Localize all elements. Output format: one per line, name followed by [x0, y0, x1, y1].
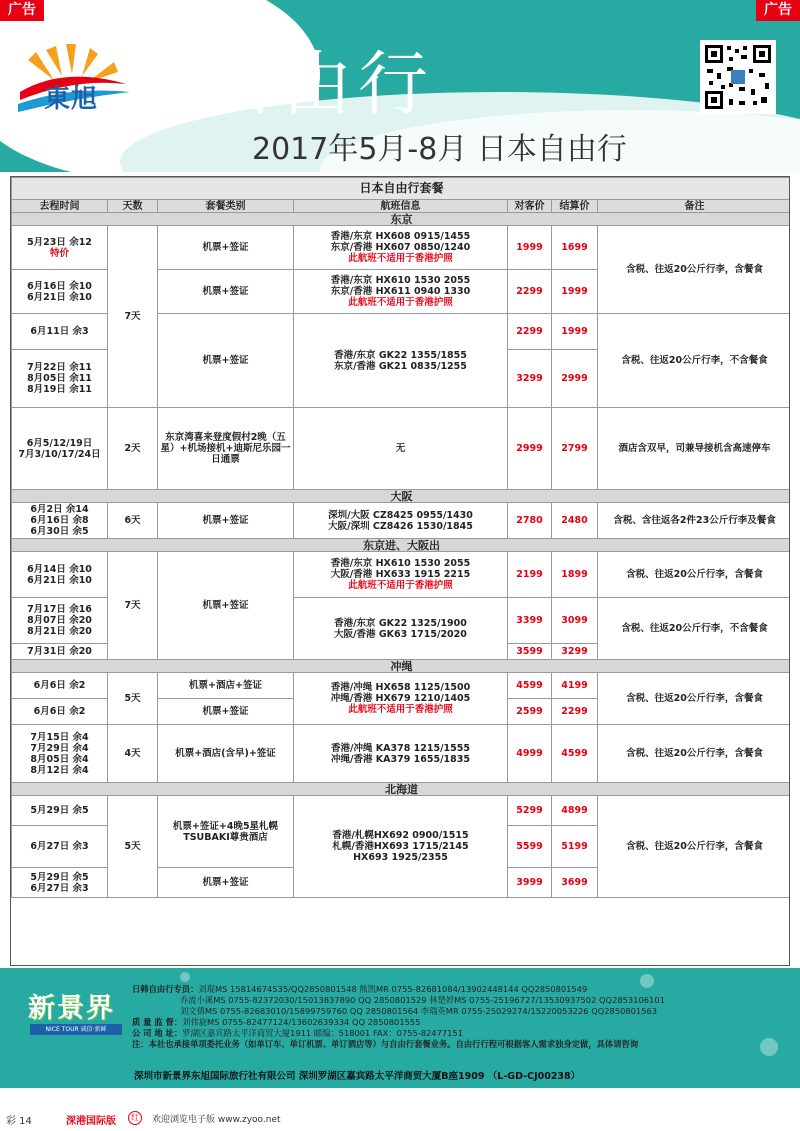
package-type: 机票+酒店(含早)+签证: [158, 725, 294, 783]
column-header: 对客价: [508, 200, 552, 213]
flight-info: 大阪/香港 GK63 1715/2020: [334, 628, 467, 640]
settlement-price: 5199: [552, 826, 598, 868]
flight-info: 东京/香港 HX607 0850/1240: [330, 242, 471, 253]
section-header-tokyo: 东京: [12, 213, 791, 226]
bubble-decoration: [180, 972, 190, 982]
settlement-price: 4899: [552, 796, 598, 826]
departure-date: 6月16日 余10: [27, 280, 92, 292]
section-header-okinawa: 冲绳: [12, 660, 791, 673]
flight-info: 深圳/大阪 CZ8425 0955/1430: [328, 509, 473, 521]
departure-date: 7月31日 余20: [12, 644, 108, 660]
page-title: 自由行: [206, 43, 434, 125]
package-type: 机票+签证: [158, 868, 294, 898]
column-header: 去程时间: [12, 200, 108, 213]
settlement-price: 1999: [552, 314, 598, 350]
customer-price: 3299: [508, 350, 552, 408]
settlement-price: 1699: [552, 226, 598, 270]
departure-date: 6月16日 余8: [30, 515, 89, 526]
departure-date: 7月29日 余4: [30, 742, 89, 754]
customer-price: 2999: [508, 408, 552, 490]
flight-info: 东京/香港 HX611 0940 1330: [330, 286, 471, 297]
column-header: 结算价: [552, 200, 598, 213]
settlement-price: 3099: [552, 598, 598, 644]
settlement-price: 4199: [552, 673, 598, 699]
table-row: [12, 503, 791, 539]
customer-price: 5599: [508, 826, 552, 868]
remarks: 含税、往返20公斤行李，含餐食: [598, 725, 791, 783]
package-type: 机票+签证: [158, 314, 294, 408]
departure-date: 6月2日 余14: [30, 504, 89, 515]
column-header: 航班信息: [294, 200, 508, 213]
customer-price: 2299: [508, 314, 552, 350]
remarks: 含税、往返20公斤行李，不含餐食: [598, 314, 791, 408]
contact-label: 日韩自由行专员：: [132, 984, 199, 994]
footer-note: 注：本社也承接单项委托业务（如单订车、单订机票、单订酒店等）与自由行套餐业务。自由行行程可根据客人需求独身定做，具体请咨询: [132, 1039, 639, 1049]
trip-days: 5天: [108, 796, 158, 898]
customer-price: 4999: [508, 725, 552, 783]
column-header: 套餐类别: [158, 200, 294, 213]
departure-date: 8月21日 余20: [27, 626, 92, 637]
package-type: 机票+签证: [158, 503, 294, 539]
package-type: 机票+酒店+签证: [158, 673, 294, 699]
table-row: [12, 796, 791, 826]
customer-price: 4599: [508, 673, 552, 699]
page-footer-strip: [0, 1108, 800, 1131]
settlement-price: 3299: [552, 644, 598, 660]
contact-line: 刘琨MS 15814674535/QQ2850801548 熊凯MR 0755-82681084/13902448144 QQ2850801549: [198, 984, 588, 994]
customer-price: 2599: [508, 699, 552, 725]
remarks: 含税、往返20公斤行李，含餐食: [598, 673, 791, 725]
passport-warning: 此航班不适用于香港护照: [348, 297, 453, 308]
flight-info: 香港/东京 GK22 1355/1855: [334, 349, 467, 361]
table-title: 日本自由行套餐: [12, 178, 791, 200]
contact-line: 乔流小溪MS 0755-82372030/15013837890 QQ 2850801529 林楚婷MS 0755-25196727/13530937502 QQ2853106101: [180, 995, 665, 1005]
departure-date: 8月05日 余11: [27, 373, 92, 384]
settlement-price: 4599: [552, 725, 598, 783]
flight-info: 香港/东京 HX610 1530 2055: [330, 275, 471, 286]
column-header: 天数: [108, 200, 158, 213]
customer-price: 5299: [508, 796, 552, 826]
departure-date: 5月29日 余5: [30, 871, 89, 883]
departure-date: 7月22日 余11: [27, 362, 92, 373]
contact-line: 刘伟旋MS 0755-82477124/13602639334 QQ 2850801555: [182, 1017, 421, 1027]
settlement-price: 2299: [552, 699, 598, 725]
footer-brand-tagline: NICE TOUR 诚信·新鲜: [30, 1024, 122, 1035]
qr-code-icon: [700, 40, 776, 114]
customer-price: 3399: [508, 598, 552, 644]
passport-warning: 此航班不适用于香港护照: [348, 253, 453, 264]
flight-info: 东京/香港 GK21 0835/1255: [334, 360, 467, 372]
flight-info: 香港/札幌HX692 0900/1515: [332, 830, 469, 841]
remarks: 含税、含往返各2件23公斤行李及餐食: [598, 503, 791, 539]
customer-price: 1999: [508, 226, 552, 270]
departure-date: 5月29日 余5: [12, 796, 108, 826]
flight-info: 大阪/深圳 CZ8426 1530/1845: [328, 520, 473, 532]
departure-date: 6月6日 余2: [12, 673, 108, 699]
package-type: 机票+签证: [158, 699, 294, 725]
brand-name: 東旭: [44, 84, 99, 114]
package-type: 机票+签证+4晚5星札幌TSUBAKI尊贵酒店: [158, 796, 294, 868]
departure-date: 8月05日 余4: [30, 753, 89, 765]
departure-date: 7月17日 余16: [27, 604, 92, 615]
departure-date: 7月15日 余4: [30, 731, 89, 743]
departure-date: 5月23日 余12: [27, 236, 92, 248]
page-subtitle: 2017年5月-8月 日本自由行: [252, 132, 627, 167]
company-info: 深圳市新景界东旭国际旅行社有限公司 深圳罗湖区嘉宾路太平洋商贸大厦B座1909 （L-GD-CJ00238）: [134, 1071, 581, 1082]
ad-label-left: 广告: [0, 0, 44, 21]
section-header-tokyo-osaka: 东京进、大阪出: [12, 539, 791, 552]
departure-date: 8月07日 余20: [27, 615, 92, 626]
remarks: 含税、往返20公斤行李，含餐食: [598, 226, 791, 314]
departure-date: 6月5/12/19日: [26, 437, 93, 449]
footer-brand-logo: 新景界: [28, 993, 115, 1024]
package-type: 机票+签证: [158, 552, 294, 660]
trip-days: 2天: [108, 408, 158, 490]
package-type: 机票+签证: [158, 270, 294, 314]
departure-date: 7月3/10/17/24日: [18, 448, 101, 460]
flight-info: 香港/冲绳 KA378 1215/1555: [331, 742, 470, 754]
departure-date: 6月30日 余5: [30, 526, 89, 537]
table-row: [12, 408, 791, 490]
header-banner: [0, 0, 800, 172]
departure-date: 6月6日 余2: [12, 699, 108, 725]
edition-label: 深港国际版: [66, 1116, 116, 1127]
customer-price: 3599: [508, 644, 552, 660]
package-type: 机票+签证: [158, 226, 294, 270]
customer-price: 2780: [508, 503, 552, 539]
departure-date: 6月27日 余3: [12, 826, 108, 868]
remarks: 含税、往返20公斤行李，含餐食: [598, 552, 791, 598]
settlement-price: 3699: [552, 868, 598, 898]
passport-warning: 此航班不适用于香港护照: [348, 580, 453, 591]
contact-line: 罗湖区嘉宾路太平洋商贸大厦1911 邮编：518001 FAX：0755-82477151: [182, 1028, 463, 1038]
package-table-container: [10, 176, 790, 966]
passport-warning: 此航班不适用于香港护照: [348, 704, 453, 715]
departure-date: 6月14日 余10: [27, 563, 92, 575]
flight-info: 香港/东京 HX610 1530 2055: [330, 558, 471, 569]
trip-days: 6天: [108, 503, 158, 539]
section-header-hokkaido: 北海道: [12, 783, 791, 796]
table-row: [12, 725, 791, 783]
departure-date: 8月12日 余4: [30, 764, 89, 776]
page-number: 彩 14: [6, 1116, 32, 1127]
flight-info: 札幌/香港HX693 1715/2145: [332, 841, 469, 852]
package-table: [11, 177, 790, 898]
departure-date: 8月19日 余11: [27, 384, 92, 395]
table-row: [12, 673, 791, 699]
table-row: [12, 226, 791, 270]
flight-info: 香港/东京 HX608 0915/1455: [330, 231, 471, 242]
flight-info: 无: [294, 408, 508, 490]
flight-info: 冲绳/香港 KA379 1655/1835: [331, 753, 470, 765]
settlement-price: 1899: [552, 552, 598, 598]
contact-label: 质 量 监 督：: [132, 1017, 183, 1027]
customer-price: 2199: [508, 552, 552, 598]
settlement-price: 2999: [552, 350, 598, 408]
column-header: 备注: [598, 200, 791, 213]
ad-label-right: 广告: [756, 0, 800, 21]
website-link[interactable]: 欢迎浏览电子版 www.zyoo.net: [152, 1115, 281, 1125]
trip-days: 5天: [108, 673, 158, 725]
table-row: [12, 552, 791, 598]
flight-info: 香港/冲绳 HX658 1125/1500: [330, 682, 471, 693]
remarks: 含税、往返20公斤行李，不含餐食: [598, 598, 791, 660]
trip-days: 7天: [108, 226, 158, 408]
settlement-price: 2799: [552, 408, 598, 490]
special-price-badge: 特价: [49, 247, 69, 259]
contact-label: 公 司 地 址：: [132, 1028, 183, 1038]
flight-info: 大阪/香港 HX633 1915 2215: [330, 569, 471, 580]
contact-list: [132, 984, 792, 1050]
remarks: 含税、往返20公斤行李，含餐食: [598, 796, 791, 898]
section-header-osaka: 大阪: [12, 490, 791, 503]
departure-date: 6月21日 余10: [27, 574, 92, 586]
departure-date: 6月27日 余3: [30, 882, 89, 894]
settlement-price: 1999: [552, 270, 598, 314]
footer-contact-panel: [0, 968, 800, 1088]
remarks: 酒店含双早，司兼导接机含高速停车: [598, 408, 791, 490]
settlement-price: 2480: [552, 503, 598, 539]
trip-days: 7天: [108, 552, 158, 660]
trip-days: 4天: [108, 725, 158, 783]
flight-info: HX693 1925/2355: [353, 852, 448, 863]
contact-line: 刘文倩MS 0755-82683010/15899759760 QQ 2850801564 李瑞英MR 0755-25029274/15220053226 QQ2850801563: [180, 1006, 658, 1016]
flight-info: 香港/东京 GK22 1325/1900: [334, 617, 467, 629]
red-edition-mark: 红: [128, 1111, 142, 1125]
departure-date: 6月21日 余10: [27, 291, 92, 303]
departure-date: 6月11日 余3: [12, 314, 108, 350]
customer-price: 2299: [508, 270, 552, 314]
customer-price: 3999: [508, 868, 552, 898]
package-type: 东京湾喜来登度假村2晚（五星）+机场接机+迪斯尼乐园一日通票: [158, 408, 294, 490]
flight-info: 冲绳/香港 HX679 1210/1405: [330, 693, 471, 704]
